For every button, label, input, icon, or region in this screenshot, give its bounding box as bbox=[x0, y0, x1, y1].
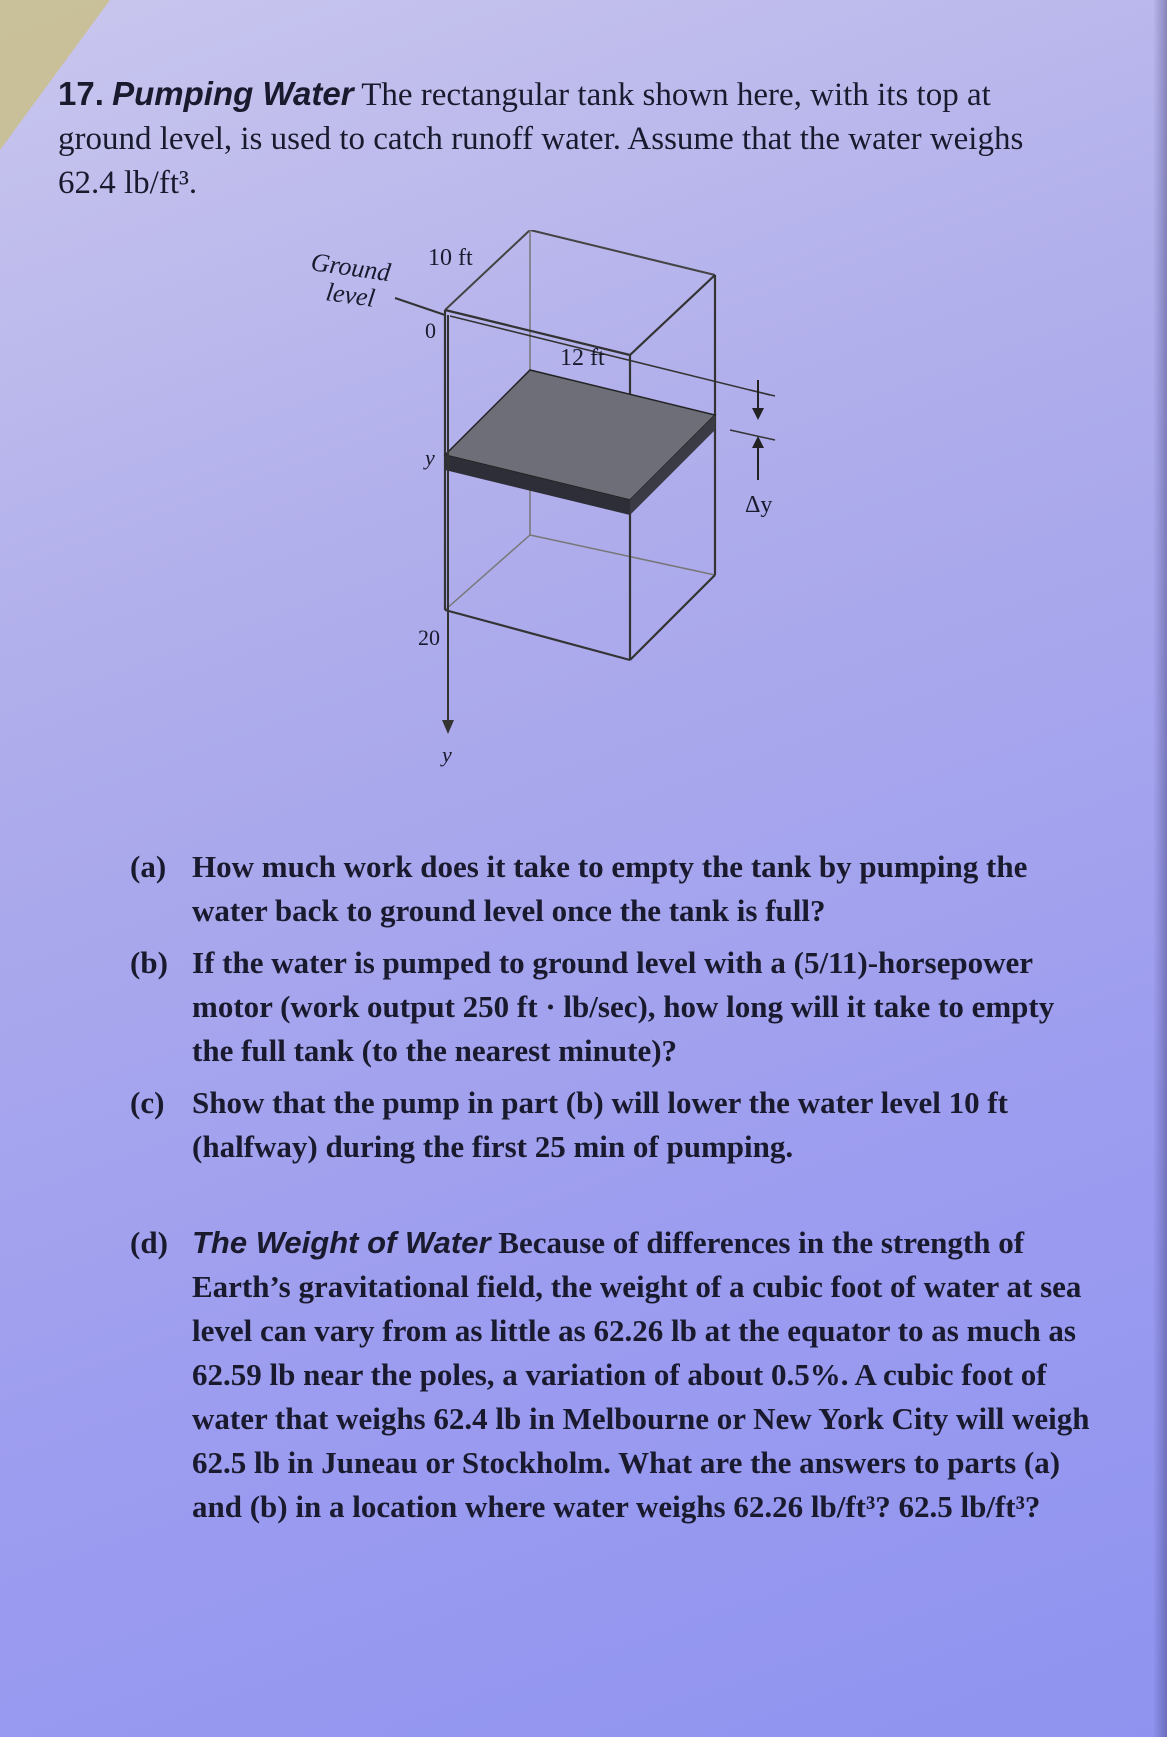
tank-edge-hidden bbox=[445, 535, 530, 610]
y-axis-arrow-icon bbox=[442, 720, 454, 734]
part-label: (b) bbox=[130, 945, 168, 980]
depth-zero-tick: 0 bbox=[425, 318, 436, 343]
tank-edge bbox=[630, 275, 715, 355]
part-text: Show that the pump in part (b) will lower the water level 10 ft (halfway) during the first 25 min of pumping. bbox=[192, 1085, 1009, 1164]
ground-level-line bbox=[450, 316, 770, 395]
part-d bbox=[130, 1221, 1090, 1529]
part-label: (a) bbox=[130, 849, 167, 884]
length-label: 12 ft bbox=[560, 345, 605, 371]
part-c bbox=[130, 1081, 1090, 1169]
slab-top-guide bbox=[750, 390, 775, 396]
water-slab-top bbox=[445, 370, 715, 500]
part-text: How much work does it take to empty the tank by pumping the water back to ground level once the tank is full? bbox=[192, 849, 1028, 928]
tank-diagram bbox=[300, 230, 920, 790]
ground-level-pointer bbox=[395, 298, 445, 315]
tank-figure bbox=[300, 230, 920, 790]
question-parts bbox=[130, 845, 1090, 1537]
level-label: level bbox=[324, 277, 377, 313]
tank-edge-hidden bbox=[530, 535, 715, 575]
arrowhead-icon bbox=[752, 408, 764, 420]
y-level-label: y bbox=[425, 445, 435, 470]
problem-header bbox=[58, 72, 1058, 205]
page-edge-shadow bbox=[1153, 0, 1167, 1737]
part-b bbox=[130, 941, 1090, 1073]
delta-y-label: Δy bbox=[745, 492, 773, 518]
part-a bbox=[130, 845, 1090, 933]
tank-edge bbox=[530, 230, 715, 275]
tank-edge bbox=[445, 610, 630, 660]
problem-number: 17. bbox=[58, 75, 104, 112]
part-d-title: The Weight of Water bbox=[192, 1225, 491, 1260]
y-axis-label: y bbox=[442, 742, 452, 767]
tank-edge bbox=[630, 575, 715, 660]
part-text: If the water is pumped to ground level with a (5/11)-horsepower motor (work output 250 ft · lb/sec), how long will it take to empty the full tank (to the nearest minute)? bbox=[192, 945, 1055, 1068]
problem-intro: The rectangular tank shown here, with its top at ground level, is used to catch runoff water. Assume that the water weighs 62.4 lb/ft³. bbox=[58, 77, 1024, 201]
part-text bbox=[192, 1221, 1090, 1529]
ground-label: Ground bbox=[309, 247, 393, 288]
problem-title: Pumping Water bbox=[112, 75, 354, 112]
part-label: (d) bbox=[130, 1225, 168, 1260]
slab-bottom-guide bbox=[730, 430, 775, 440]
depth-twenty-tick: 20 bbox=[418, 625, 440, 650]
part-d-body: Because of differences in the strength of Earth’s gravitational field, the weight of a cubic foot of water at sea level can vary from as little as 62.26 lb at the equator to as much as 62.59 lb near the poles, a variation of about 0.5%. A cubic foot of water that weighs 62.4 lb in Melbourne or New York City will weigh 62.5 lb in Juneau or Stockholm. What are the answers to parts (a) and (b) in a location where water weighs 62.26 lb/ft³? 62.5 lb/ft³? bbox=[192, 1225, 1090, 1524]
part-label: (c) bbox=[130, 1085, 165, 1120]
width-label: 10 ft bbox=[428, 245, 473, 271]
